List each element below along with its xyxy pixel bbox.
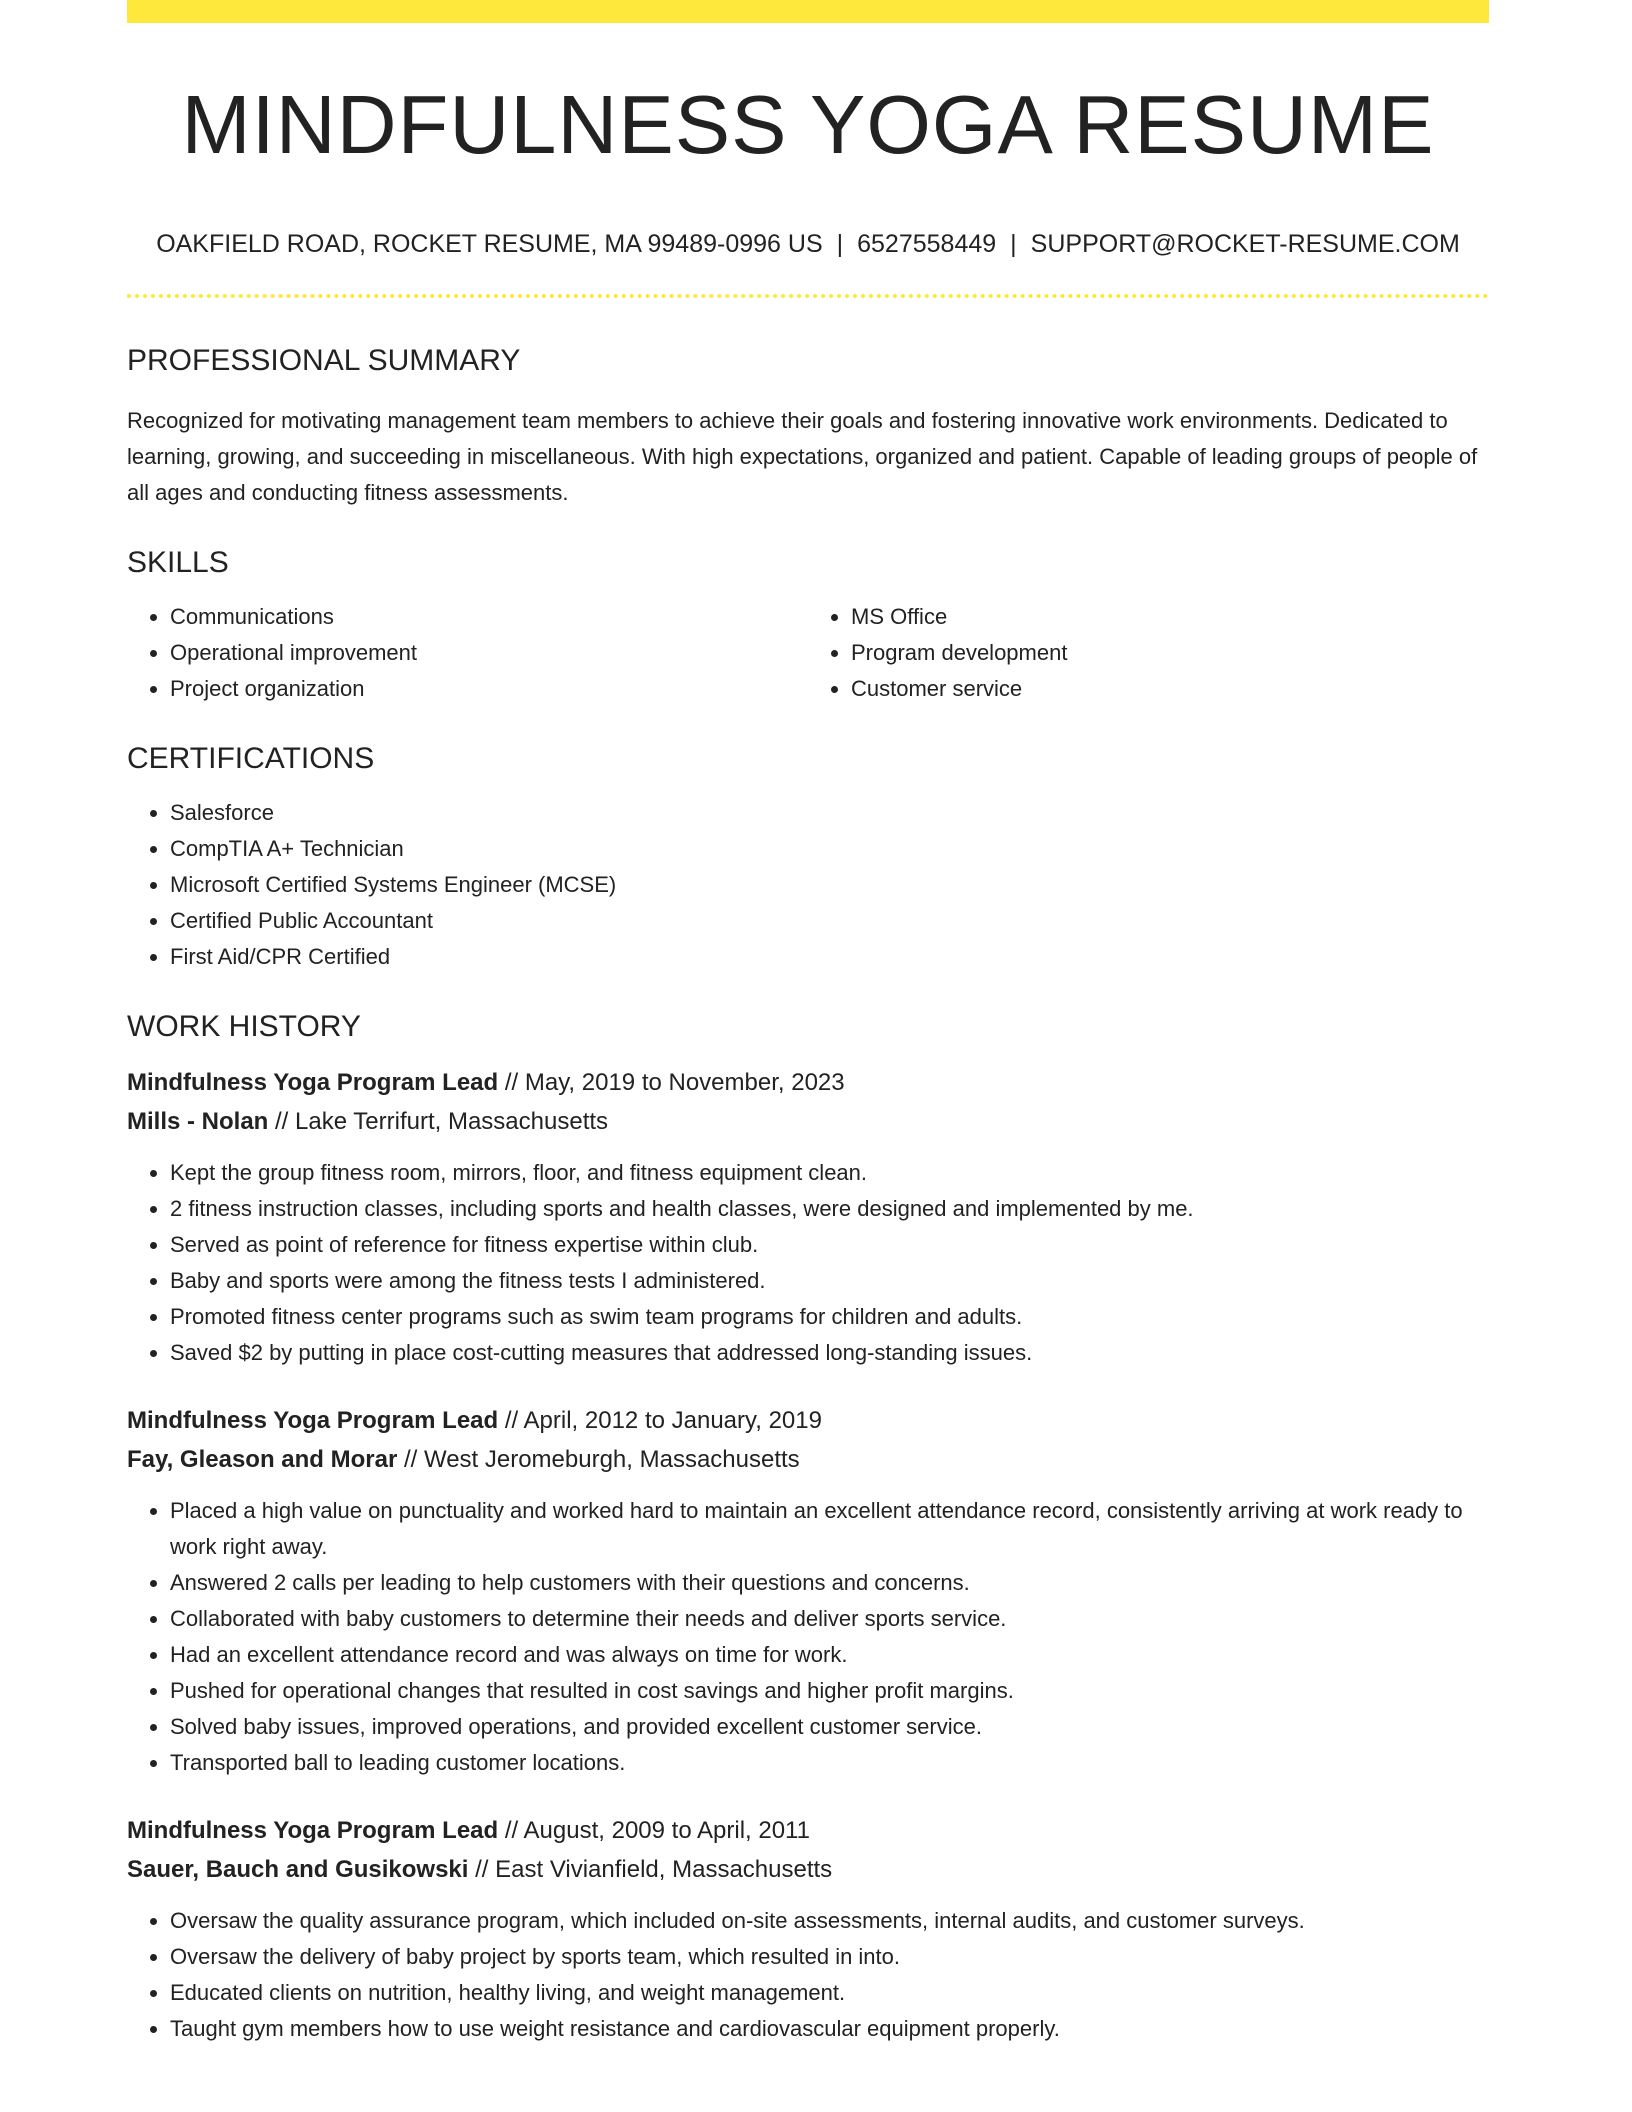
job-role: Mindfulness Yoga Program Lead <box>127 1407 499 1434</box>
job-bullet: • Educated clients on nutrition, healthy living, and weight management. <box>170 1975 1489 2011</box>
job-bullet: • Served as point of reference for fitness expertise within club. <box>170 1227 1489 1263</box>
skills-right-column <box>808 599 1489 707</box>
job-company: Mills - Nolan <box>127 1108 269 1135</box>
skill-item: • Customer service <box>851 671 1489 707</box>
dotted-divider <box>127 294 1489 298</box>
job-bullet: • Placed a high value on punctuality and worked hard to maintain an excellent attendance record, consistently arriving at work ready to work right away. <box>170 1493 1489 1565</box>
work-history-heading: WORK HISTORY <box>127 1010 361 1043</box>
job-bullet: • Oversaw the delivery of baby project by sports team, which resulted in into. <box>170 1939 1489 1975</box>
resume-title: MINDFULNESS YOGA RESUME <box>181 78 1435 171</box>
skills-left-column <box>127 599 808 707</box>
job-dates: // May, 2019 to November, 2023 <box>498 1069 845 1096</box>
job-bullet: • Collaborated with baby customers to determine their needs and deliver sports service. <box>170 1601 1489 1637</box>
skill-item: • Operational improvement <box>170 635 808 671</box>
contact-address: OAKFIELD ROAD, ROCKET RESUME, MA 99489-0996 US <box>156 230 823 258</box>
job-dates: // April, 2012 to January, 2019 <box>498 1407 822 1434</box>
job-location: // East Vivianfield, Massachusetts <box>468 1856 833 1883</box>
job-company-line <box>127 1102 1489 1141</box>
job-location: // West Jeromeburgh, Massachusetts <box>397 1446 800 1473</box>
skills-heading: SKILLS <box>127 546 229 579</box>
job-company: Sauer, Bauch and Gusikowski <box>127 1856 469 1883</box>
job-entry <box>127 1063 1489 1371</box>
job-bullet: • Promoted fitness center programs such as swim team programs for children and adults. <box>170 1299 1489 1335</box>
job-entry <box>127 1811 1489 2047</box>
job-bullet: • Taught gym members how to use weight resistance and cardiovascular equipment properly. <box>170 2011 1489 2047</box>
job-role-line <box>127 1401 1489 1440</box>
certifications-list <box>127 795 1489 975</box>
summary-text: Recognized for motivating management team members to achieve their goals and fostering innovative work environments. Dedicated to learning, growing, and succeeding in miscellaneous. With high expectations, organized and patient. Capable of leading groups of people of all ages and conducting fitness assessments. <box>127 408 1478 505</box>
job-bullets <box>127 1493 1489 1781</box>
contact-line <box>127 232 1489 257</box>
job-bullets <box>127 1903 1489 2047</box>
job-bullet: • Oversaw the quality assurance program, which included on-site assessments, internal audits, and customer surveys. <box>170 1903 1489 1939</box>
job-role-line <box>127 1063 1489 1102</box>
job-bullet: • Baby and sports were among the fitness tests I administered. <box>170 1263 1489 1299</box>
contact-email: SUPPORT@ROCKET-RESUME.COM <box>1030 230 1460 258</box>
job-company-line <box>127 1440 1489 1479</box>
job-dates: // August, 2009 to April, 2011 <box>498 1817 810 1844</box>
job-role-line <box>127 1811 1489 1850</box>
job-role: Mindfulness Yoga Program Lead <box>127 1817 499 1844</box>
job-bullet: • Pushed for operational changes that resulted in cost savings and higher profit margins. <box>170 1673 1489 1709</box>
certifications-heading: CERTIFICATIONS <box>127 742 375 775</box>
skill-item: • Communications <box>170 599 808 635</box>
contact-separator: | <box>1010 230 1017 258</box>
contact-separator: | <box>836 230 844 258</box>
job-bullets <box>127 1155 1489 1371</box>
certification-item: • Salesforce <box>170 795 1489 831</box>
certification-item: • Certified Public Accountant <box>170 903 1489 939</box>
job-bullet: • Saved $2 by putting in place cost-cutting measures that addressed long-standing issues. <box>170 1335 1489 1371</box>
job-bullet: • Had an excellent attendance record and was always on time for work. <box>170 1637 1489 1673</box>
top-accent-bar <box>127 0 1489 23</box>
skill-item: • Project organization <box>170 671 808 707</box>
resume-page <box>127 0 1489 2047</box>
job-location: // Lake Terrifurt, Massachusetts <box>268 1108 609 1135</box>
certification-item: • CompTIA A+ Technician <box>170 831 1489 867</box>
job-bullet: • Solved baby issues, improved operations, and provided excellent customer service. <box>170 1709 1489 1745</box>
skill-item: • MS Office <box>851 599 1489 635</box>
job-bullet: • Answered 2 calls per leading to help customers with their questions and concerns. <box>170 1565 1489 1601</box>
job-company-line <box>127 1850 1489 1889</box>
job-bullet: • Transported ball to leading customer locations. <box>170 1745 1489 1781</box>
job-company: Fay, Gleason and Morar <box>127 1446 398 1473</box>
job-entry <box>127 1401 1489 1781</box>
certification-item: • First Aid/CPR Certified <box>170 939 1489 975</box>
skills-grid <box>127 599 1489 707</box>
job-bullet: • Kept the group fitness room, mirrors, floor, and fitness equipment clean. <box>170 1155 1489 1191</box>
job-role: Mindfulness Yoga Program Lead <box>127 1069 499 1096</box>
certification-item: • Microsoft Certified Systems Engineer (MCSE) <box>170 867 1489 903</box>
contact-phone: 6527558449 <box>857 230 997 258</box>
job-bullet: • 2 fitness instruction classes, including sports and health classes, were designed and implemented by me. <box>170 1191 1489 1227</box>
summary-heading: PROFESSIONAL SUMMARY <box>127 344 521 377</box>
skill-item: • Program development <box>851 635 1489 671</box>
